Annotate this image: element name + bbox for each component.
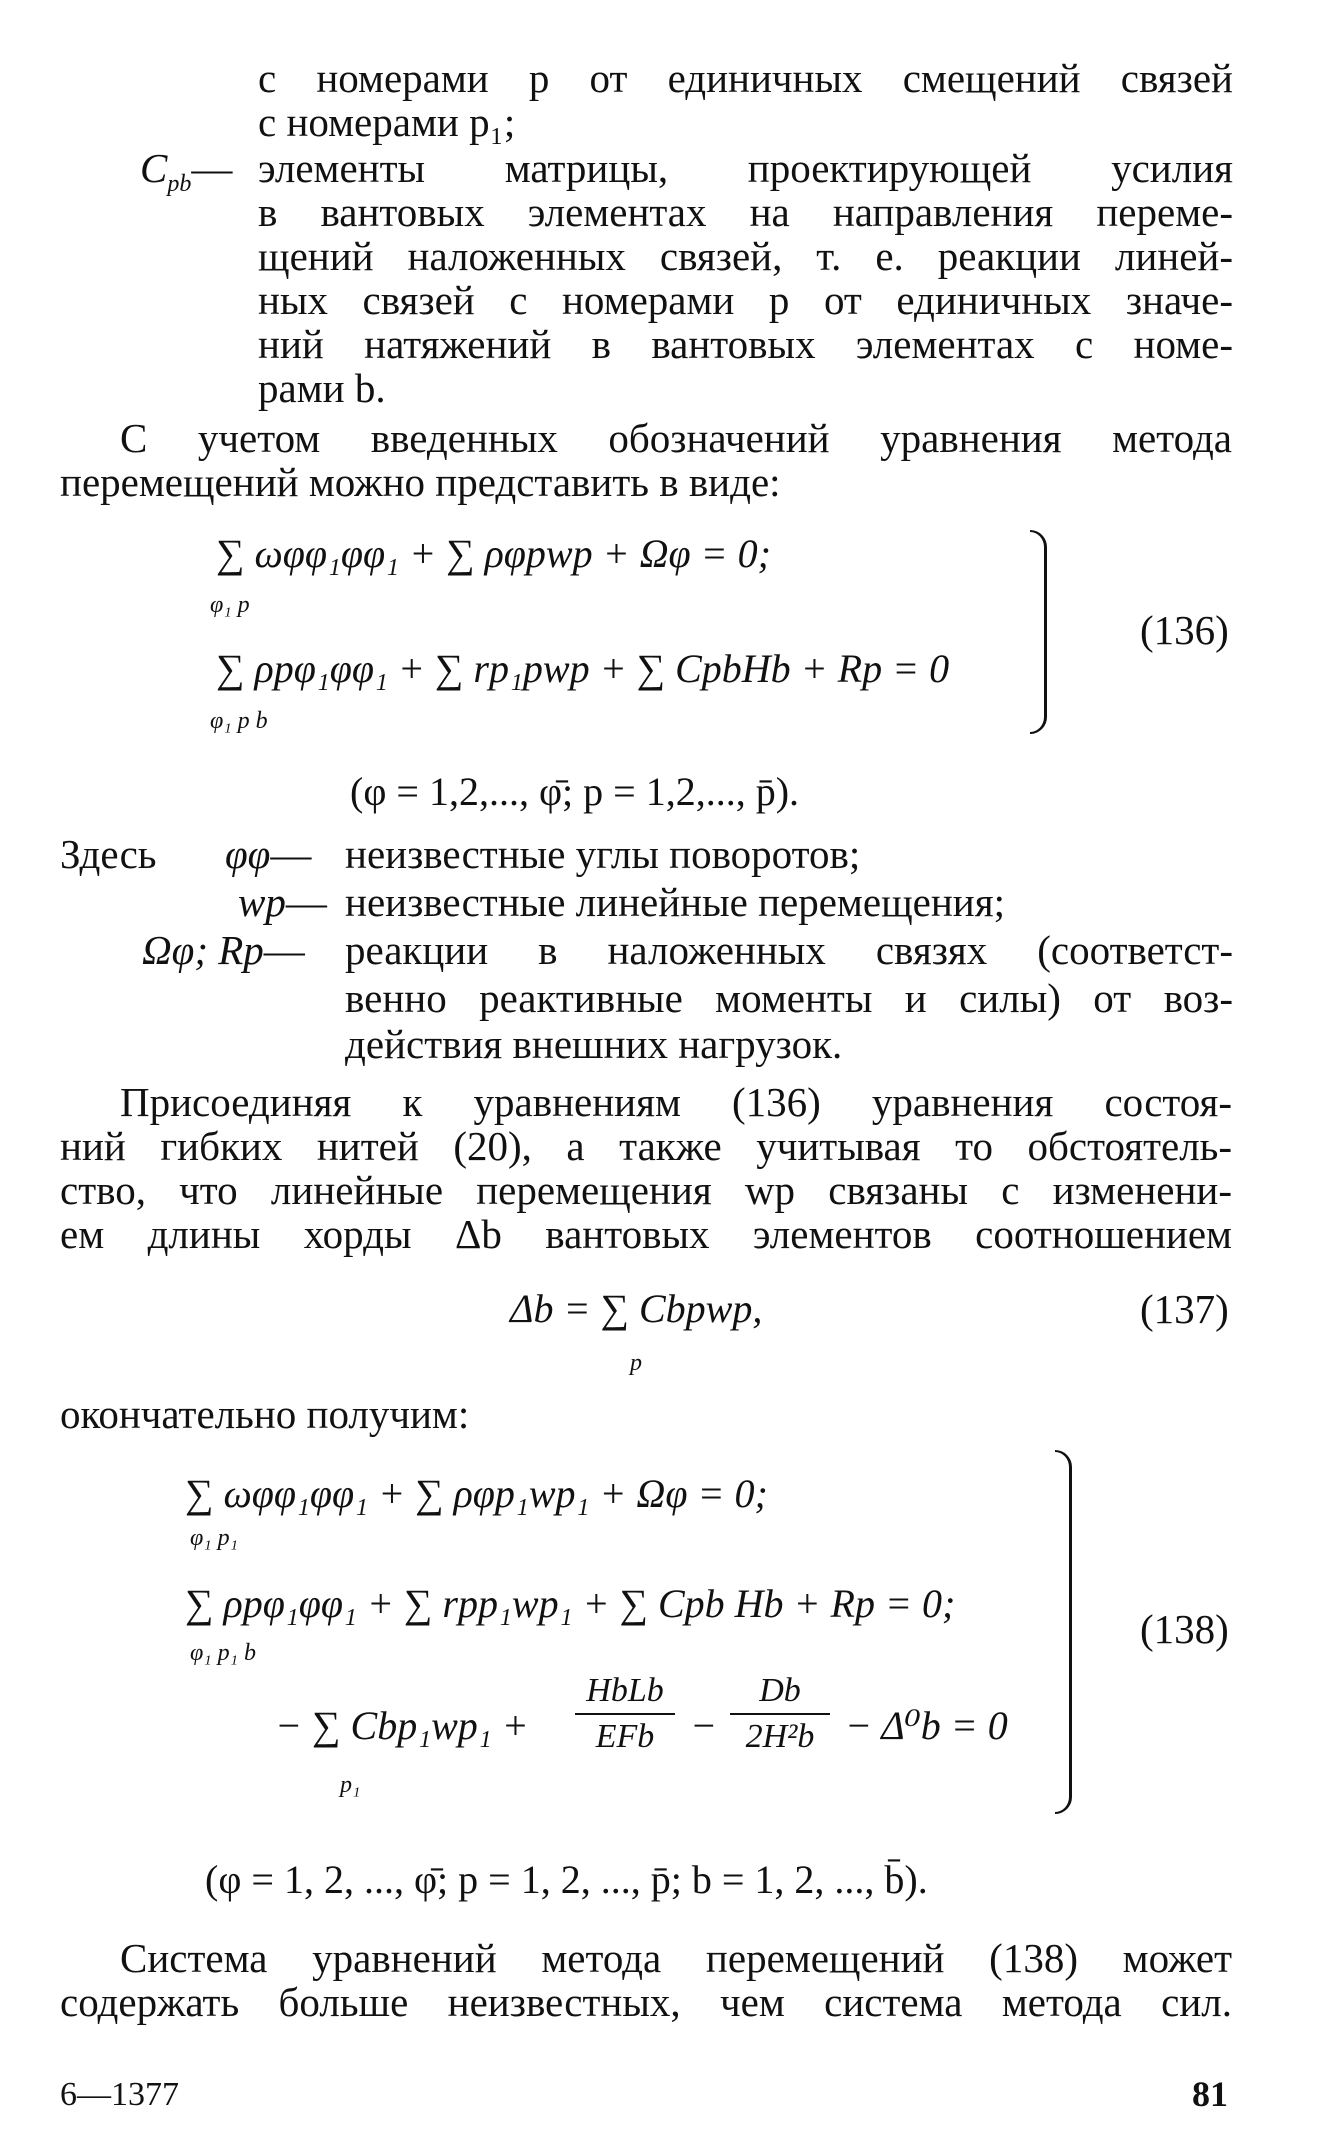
eq136-row2: ∑ ρpφ₁φφ₁ + ∑ rp₁pwp + ∑ CpbHb + Rp = 0 <box>216 646 950 691</box>
legend-item <box>225 832 311 877</box>
eq137-sub: p <box>630 1350 642 1376</box>
eq138-row2: ∑ ρpφ₁φφ₁ + ∑ rpp₁wp₁ + ∑ Cpb Hb + Rp = 0; <box>185 1581 956 1626</box>
def-line: в вантовых элементах на направления переме- <box>258 189 1233 235</box>
def-line: элементы матрицы, проектирующей усилия <box>258 145 1233 191</box>
eq136-range: (φ = 1,2,..., φ̄; p = 1,2,..., p̄). <box>350 769 800 814</box>
eq136-row1: ∑ ωφφ₁φφ₁ + ∑ ρφpwp + Ωφ = 0; <box>216 531 771 576</box>
paragraph-line: перемещений можно представить в виде: <box>60 459 781 505</box>
eq138-row3-minus: − <box>690 1703 717 1748</box>
legend-item <box>142 928 305 973</box>
page-number: 81 <box>1192 2074 1228 2114</box>
legend-item <box>238 880 327 925</box>
fraction-denominator: 2H²b <box>745 1718 815 1755</box>
eq137-number: (137) <box>1140 1286 1229 1332</box>
legend-text: венно реактивные моменты и силы) от воз- <box>345 975 1233 1021</box>
term-subscript: pb <box>167 171 192 198</box>
def-term <box>140 146 232 207</box>
paragraph-line: окончательно получим: <box>60 1391 470 1437</box>
footer-code: 6—1377 <box>60 2076 179 2113</box>
legend-text: реакции в наложенных связях (соответст- <box>345 927 1233 973</box>
fraction-denominator: EFb <box>595 1718 655 1755</box>
paragraph-line: содержать больше неизвестных, чем система метода сил. <box>60 1979 1232 2025</box>
paragraph-line: Система уравнений метода перемещений (138) может <box>120 1935 1232 1981</box>
def-line: рами b. <box>258 365 386 411</box>
eq138-fraction-1 <box>575 1672 675 1756</box>
eq138-row3-left: − ∑ Cbp₁wp₁ + <box>275 1703 529 1748</box>
eq138-brace <box>1055 1450 1072 1814</box>
legend-text: неизвестные линейные перемещения; <box>345 879 1005 925</box>
eq138-number: (138) <box>1140 1606 1229 1652</box>
legend-symbol: Ωφ; Rp <box>142 927 264 973</box>
eq136-row2-subs: φ₁ p b <box>210 708 268 734</box>
fraction-numerator: HbLb <box>586 1672 664 1709</box>
fraction-numerator: Db <box>759 1672 801 1709</box>
def-line: щений наложенных связей, т. е. реакции линей- <box>258 233 1233 279</box>
eq138-fraction-2 <box>730 1672 830 1756</box>
fraction-bar <box>730 1713 830 1715</box>
legend-dash: — <box>270 831 312 877</box>
legend-here: Здесь <box>60 831 157 877</box>
eq137: Δb = ∑ Cbpwp, <box>510 1286 763 1331</box>
paragraph-line: ем длины хорды Δb вантовых элементов соотношением <box>60 1211 1232 1257</box>
paragraph-line: ство, что линейные перемещения wp связаны с изменени- <box>60 1167 1232 1213</box>
legend-text: действия внешних нагрузок. <box>345 1021 843 1067</box>
eq138-row1-subs: φ₁ p₁ <box>190 1525 238 1551</box>
legend-symbol: φφ <box>225 831 271 877</box>
term-symbol: C <box>140 145 168 191</box>
def-line: с номерами p₁; <box>258 99 516 145</box>
legend-dash: — <box>263 927 305 973</box>
def-line: ний натяжений в вантовых элементах с номе- <box>258 321 1233 367</box>
term-dash: — <box>191 145 233 191</box>
paragraph-line: С учетом введенных обозначений уравнения метода <box>120 415 1232 461</box>
eq136-number: (136) <box>1140 607 1229 653</box>
eq138-row2-subs: φ₁ p₁ b <box>190 1640 256 1666</box>
legend-text: неизвестные углы поворотов; <box>345 831 861 877</box>
eq136-brace <box>1030 530 1047 734</box>
eq138-row3-sub: p₁ <box>340 1772 361 1798</box>
def-line: с номерами p от единичных смещений связей <box>258 55 1233 101</box>
paragraph-line: ний гибких нитей (20), а также учитывая то обстоятель- <box>60 1123 1232 1169</box>
eq136-row1-subs: φ₁ p <box>210 592 250 618</box>
eq138-row1: ∑ ωφφ₁φφ₁ + ∑ ρφp₁wp₁ + Ωφ = 0; <box>185 1471 768 1516</box>
paragraph-line: Присоединяя к уравнениям (136) уравнения состоя- <box>120 1079 1232 1125</box>
fraction-bar <box>575 1713 675 1715</box>
legend-symbol: wp <box>238 879 286 925</box>
def-line: ных связей с номерами p от единичных значе- <box>258 277 1233 323</box>
eq138-row3-right: − Δ⁰b = 0 <box>845 1703 1008 1748</box>
legend-dash: — <box>285 879 327 925</box>
eq138-range: (φ = 1, 2, ..., φ̄; p = 1, 2, ..., p̄; b = 1, 2, ..., b̄). <box>205 1857 928 1902</box>
